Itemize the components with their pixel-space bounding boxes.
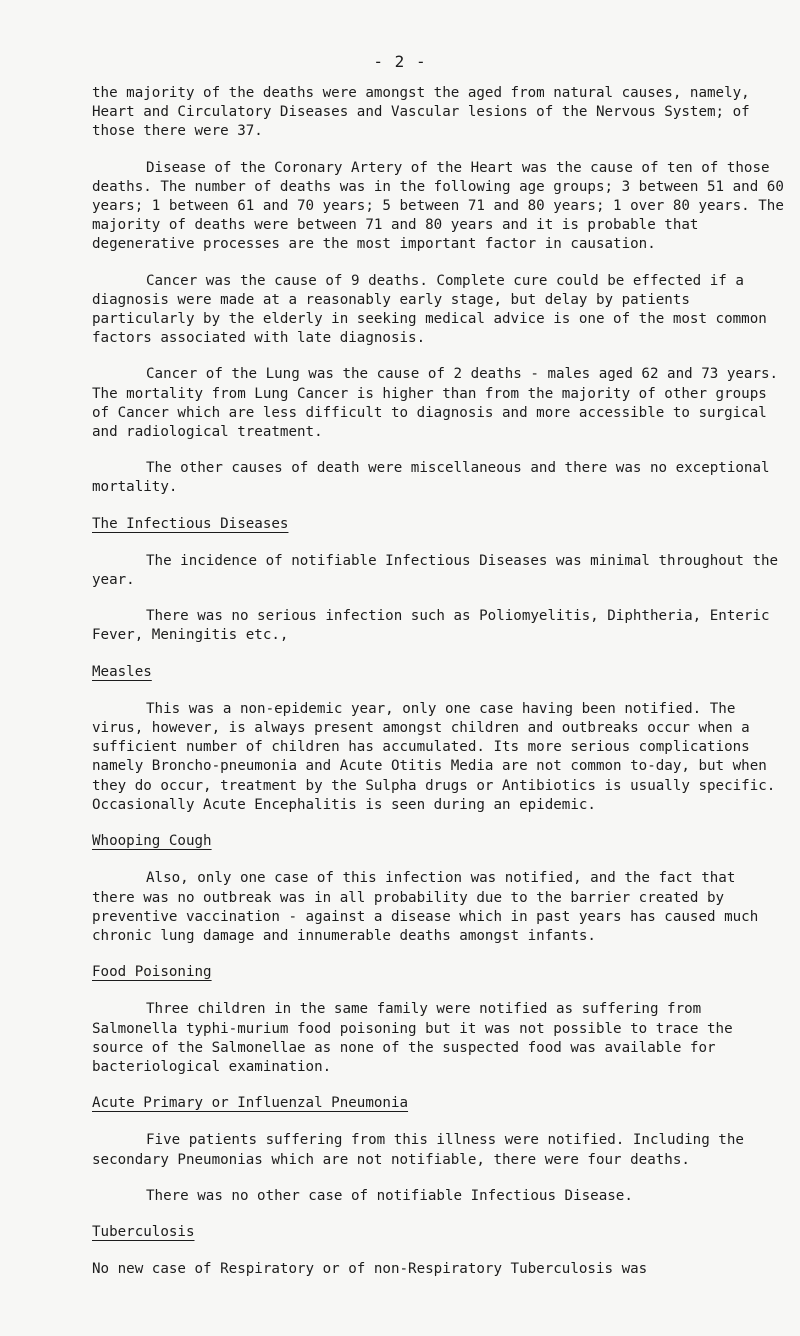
body-paragraph: There was no other case of notifiable Infectious Disease. — [146, 1187, 633, 1204]
body-paragraph: Three children in the same family were notified as suffering from Salmonella typhi-murium food poisoning but it was not possible to trace the source of the Salmonellae as none of the suspected food was available for bacteriological examination. — [92, 1001, 742, 1075]
section-heading: Whooping Cough — [92, 833, 212, 850]
body-paragraph: The incidence of notifiable Infectious Diseases was minimal throughout the year. — [92, 552, 787, 589]
section-heading: The Infectious Diseases — [92, 515, 289, 532]
body-paragraph: the majority of the deaths were amongst the aged from natural causes, namely, Heart and Circulatory Diseases and Vascular lesions of the Nervous System; of those there were 37. — [92, 85, 759, 140]
body-paragraph: Cancer was the cause of 9 deaths. Complete cure could be effected if a diagnosis were made at a reasonably early stage, but delay by patients particularly by the elderly in seeking medical advice is one of the most common factors associated with late diagnosis. — [92, 272, 776, 347]
section-heading: Tuberculosis — [92, 1223, 195, 1240]
section-heading: Food Poisoning — [92, 964, 212, 981]
body-paragraph: Also, only one case of this infection was notified, and the fact that there was no outbreak was in all probability due to the barrier created by preventive vaccination - against a disease which in past years has caused much chronic lung damage and innumerable deaths amongst infants. — [92, 870, 767, 944]
body-paragraph: Cancer of the Lung was the cause of 2 deaths - males aged 62 and 73 years. The mortality from Lung Cancer is higher than from the majority of other groups of Cancer which are less difficult to diagnosis and more accessible to surgical and radiological treatment. — [92, 366, 787, 441]
body-paragraph: Disease of the Coronary Artery of the Heart was the cause of ten of those deaths. The number of deaths was in the following age groups; 3 between 51 and 60 years; 1 between 61 and 70 years; 5 between 71 and 80 years; 1 over 80 years. The majority of deaths were between 71 and 80 years and it is probable that degenerative processes are the most important factor in causation. — [92, 159, 793, 253]
page-number: - 2 - — [373, 52, 427, 71]
body-paragraph: No new case of Respiratory or of non-Respiratory Tuberculosis was — [92, 1261, 648, 1278]
body-paragraph: This was a non-epidemic year, only one case having been notified. The virus, however, is always present amongst children and outbreaks occur when a sufficient number of children has accumulated. Its more serious complications namely Broncho-pneumonia and Acute Otitis Media are not common to-day, but when they do occur, treatment by the Sulpha drugs or Antibiotics is usually specific. Occasionally Acute Encephalitis is seen during an epidemic. — [92, 700, 784, 813]
section-heading: Measles — [92, 663, 152, 680]
section-heading: Acute Primary or Influenzal Pneumonia — [92, 1095, 409, 1112]
body-paragraph: Five patients suffering from this illness were notified. Including the secondary Pneumonias which are not notifiable, there were four deaths. — [92, 1132, 753, 1168]
body-paragraph: The other causes of death were miscellaneous and there was no exceptional mortality. — [92, 460, 779, 496]
body-paragraph: There was no serious infection such as Poliomyelitis, Diphtheria, Enteric Fever, Meningitis etc., — [92, 608, 779, 644]
document-body — [92, 84, 793, 1296]
